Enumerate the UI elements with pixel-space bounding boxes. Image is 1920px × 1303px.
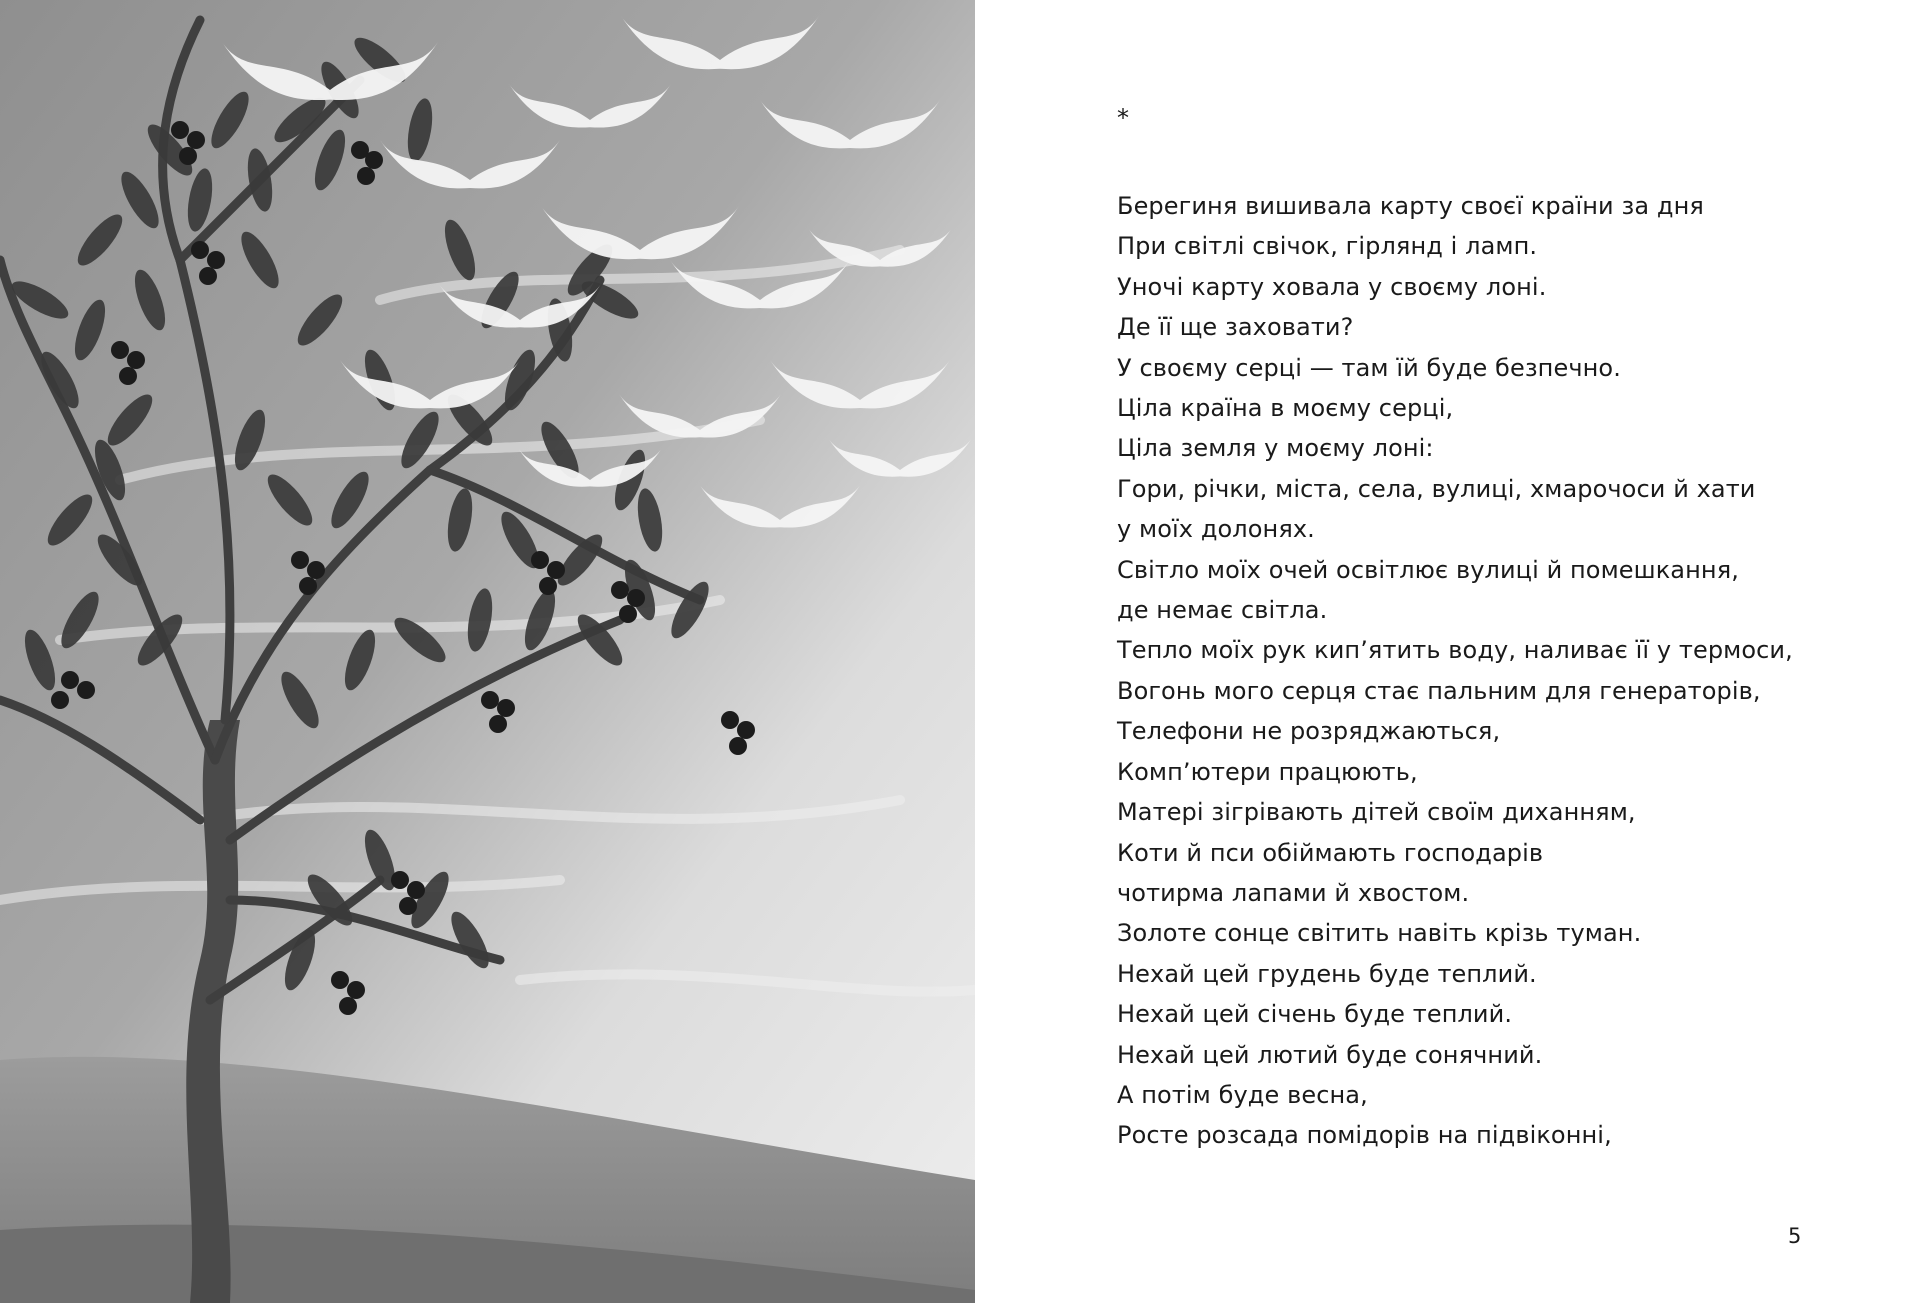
berry [191, 241, 209, 259]
poem-line: Росте розсада помідорів на підвіконні, [1117, 1121, 1612, 1150]
berry [737, 721, 755, 739]
poem-line: Нехай цей грудень буде теплий. [1117, 959, 1537, 988]
poem-line: Гори, річки, міста, села, вулиці, хмарочоси й хати [1117, 474, 1756, 503]
berry [619, 605, 637, 623]
berry [307, 561, 325, 579]
berry [627, 589, 645, 607]
berry [729, 737, 747, 755]
berry [199, 267, 217, 285]
berry [547, 561, 565, 579]
berry [721, 711, 739, 729]
berry [291, 551, 309, 569]
poem-line: Вогонь мого серця стає пальним для генераторів, [1117, 676, 1761, 705]
section-asterisk: * [1117, 104, 1129, 132]
berry [299, 577, 317, 595]
poem-line: Матері зігрівають дітей своїм диханням, [1117, 798, 1636, 827]
berry [399, 897, 417, 915]
poem-line: Ціла земля у моєму лоні: [1117, 434, 1434, 463]
poem-line: Тепло моїх рук кип’ятить воду, наливає її у термоси, [1117, 636, 1793, 665]
berry [481, 691, 499, 709]
poem-line: де немає світла. [1117, 596, 1328, 625]
berry [339, 997, 357, 1015]
berry [489, 715, 507, 733]
berry [187, 131, 205, 149]
berry [77, 681, 95, 699]
poem-line: Комп’ютери працюють, [1117, 757, 1418, 786]
poem-line: Нехай цей лютий буде сонячний. [1117, 1040, 1543, 1069]
berry [51, 691, 69, 709]
poem-line: Телефони не розряджаються, [1117, 717, 1501, 746]
berry [207, 251, 225, 269]
poem-line: Світло моїх очей освітлює вулиці й помешкання, [1117, 555, 1739, 584]
poem-line: у моїх долонях. [1117, 515, 1315, 544]
berry [497, 699, 515, 717]
poem-line: При світлі свічок, гірлянд і ламп. [1117, 232, 1538, 261]
poem-line: Золоте сонце світить навіть крізь туман. [1117, 919, 1642, 948]
poem-text [1117, 186, 1793, 1156]
poem-line: Коти й пси обіймають господарів [1117, 838, 1544, 867]
poem-line: чотирма лапами й хвостом. [1117, 878, 1470, 907]
berry [119, 367, 137, 385]
poem-line: Нехай цей січень буде теплий. [1117, 1000, 1513, 1029]
poem-line: Уночі карту ховала у своєму лоні. [1117, 272, 1547, 301]
berry [61, 671, 79, 689]
page-number: 5 [1788, 1224, 1802, 1248]
berry [539, 577, 557, 595]
berry [111, 341, 129, 359]
berry [179, 147, 197, 165]
berry [611, 581, 629, 599]
text-page [975, 0, 1920, 1303]
poem-line: А потім буде весна, [1117, 1080, 1368, 1109]
poem-line: У своєму серці — там їй буде безпечно. [1117, 353, 1621, 382]
berry [531, 551, 549, 569]
poem-line: Ціла країна в моєму серці, [1117, 394, 1454, 423]
berry [347, 981, 365, 999]
berry [127, 351, 145, 369]
berry [171, 121, 189, 139]
berry [365, 151, 383, 169]
berry [331, 971, 349, 989]
berry [407, 881, 425, 899]
poem-line: Де її ще заховати? [1117, 313, 1354, 342]
berry [357, 167, 375, 185]
poem-line: Берегиня вишивала карту своєї країни за дня [1117, 192, 1704, 220]
berry [391, 871, 409, 889]
